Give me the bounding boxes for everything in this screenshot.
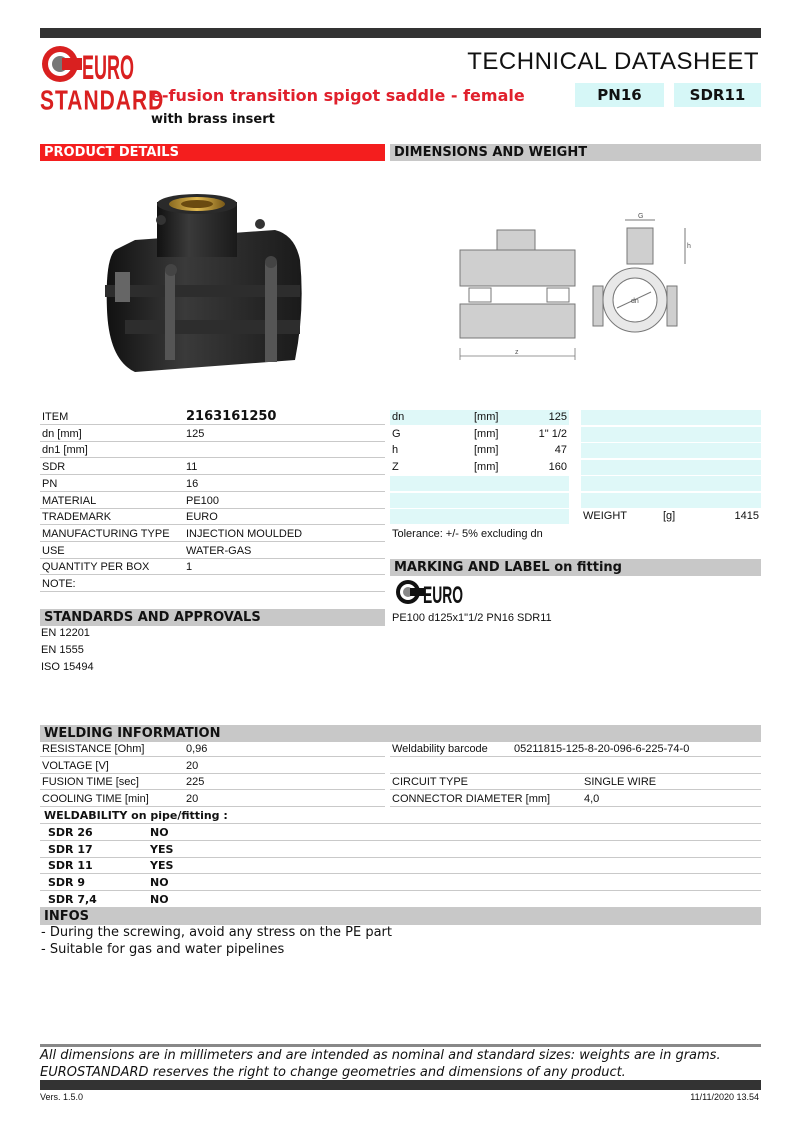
label-g: G xyxy=(638,213,644,220)
sdr-result: NO xyxy=(150,892,169,906)
detail-row xyxy=(40,526,385,542)
detail-label: TRADEMARK xyxy=(42,511,112,524)
detail-row xyxy=(40,409,385,425)
dimension-name: Z xyxy=(392,460,399,473)
weldability-heading: WELDABILITY on pipe/fitting : xyxy=(40,808,761,824)
detail-label: ITEM xyxy=(42,411,69,423)
welding-label: COOLING TIME [min] xyxy=(42,793,149,806)
sdr-row xyxy=(40,841,761,858)
detail-label: MANUFACTURING TYPE xyxy=(42,527,170,540)
welding-value: 225 xyxy=(186,776,205,789)
welding-label: RESISTANCE [Ohm] xyxy=(42,743,145,755)
welding-right-row xyxy=(390,741,761,757)
weight-value: 1415 xyxy=(734,510,759,522)
dimension-row xyxy=(390,476,569,491)
detail-row xyxy=(40,543,385,559)
marking-text: PE100 d125x1"1/2 PN16 SDR11 xyxy=(392,612,552,624)
sdr-label: SDR 9 xyxy=(48,876,86,890)
sdr-label: SDR 26 xyxy=(48,826,93,839)
label-z: z xyxy=(515,349,519,356)
detail-label: SDR xyxy=(42,461,66,474)
dimension-value: 160 xyxy=(548,460,567,473)
sdr-label: SDR 17 xyxy=(48,842,93,856)
standard-item: EN 12201 xyxy=(41,627,90,639)
marking-logo-text: EURO xyxy=(423,582,463,609)
detail-row xyxy=(40,493,385,509)
bottom-bar xyxy=(40,1080,761,1090)
weight-row xyxy=(581,509,761,524)
section-standards: STANDARDS AND APPROVALS xyxy=(40,609,385,626)
version: Vers. 1.5.0 xyxy=(40,1092,84,1102)
dimension-unit: [mm] xyxy=(474,427,499,440)
detail-label: MATERIAL xyxy=(42,494,97,507)
weight-label: WEIGHT xyxy=(583,510,627,522)
welding-right-row xyxy=(390,774,761,790)
dimension-value: 1" 1/2 xyxy=(538,427,567,440)
sdr-row xyxy=(40,891,761,908)
detail-row xyxy=(40,426,385,442)
section-dimensions: DIMENSIONS AND WEIGHT xyxy=(390,144,761,161)
detail-row xyxy=(40,576,385,592)
dimension-name: dn xyxy=(392,411,405,423)
welding-value: 20 xyxy=(186,759,199,772)
disclaimer-line-1: All dimensions are in millimeters and are intended as nominal and standard sizes: weights are in grams. xyxy=(40,1048,721,1063)
section-product-details: PRODUCT DETAILS xyxy=(40,144,385,161)
detail-value: EURO xyxy=(186,511,218,524)
sdr-label: SDR 11 xyxy=(48,859,93,873)
welding-row xyxy=(40,741,385,757)
detail-value: 125 xyxy=(186,427,205,440)
dimension-value: 125 xyxy=(548,411,567,423)
sdr-row xyxy=(40,824,761,841)
section-infos: INFOS xyxy=(40,908,761,925)
detail-value: 11 xyxy=(186,461,198,474)
detail-label: PN xyxy=(42,477,58,490)
weight-row xyxy=(581,443,761,458)
welding-label: FUSION TIME [sec] xyxy=(42,776,139,789)
sdr-result: NO xyxy=(150,826,169,839)
product-image xyxy=(95,190,305,380)
euro-logo xyxy=(40,44,136,87)
detail-value: INJECTION MOULDED xyxy=(186,527,303,540)
dimension-unit: [mm] xyxy=(474,411,499,423)
dimension-row xyxy=(390,410,569,425)
label-dn: dn xyxy=(631,298,639,305)
weight-unit: [g] xyxy=(663,510,676,522)
label-h: h xyxy=(687,243,691,250)
weight-row xyxy=(581,476,761,491)
welding-right-label: Weldability barcode xyxy=(392,743,488,755)
welding-row xyxy=(40,758,385,774)
product-subtitle: with brass insert xyxy=(151,112,275,127)
product-title: e-fusion transition spigot saddle - female xyxy=(151,86,525,105)
disclaimer xyxy=(40,1047,721,1081)
brand-standard: STANDARD xyxy=(40,86,165,116)
detail-value: 16 xyxy=(186,477,199,490)
dimension-drawing xyxy=(455,208,695,368)
sdr-result: YES xyxy=(150,842,174,856)
sdr-row xyxy=(40,857,761,874)
detail-label: dn1 [mm] xyxy=(42,444,88,457)
welding-right-label: CIRCUIT TYPE xyxy=(392,776,468,789)
detail-row xyxy=(40,509,385,525)
sdr-result: YES xyxy=(150,859,174,873)
weight-row xyxy=(581,460,761,475)
welding-right-value: SINGLE WIRE xyxy=(584,776,657,789)
logo-text: EURO xyxy=(82,49,134,87)
standard-item: ISO 15494 xyxy=(41,661,94,673)
welding-row xyxy=(40,791,385,807)
detail-value: WATER-GAS xyxy=(186,544,252,557)
welding-value: 0,96 xyxy=(186,743,208,755)
sdr-row xyxy=(40,874,761,891)
badge-pn: PN16 xyxy=(575,83,664,107)
weight-row xyxy=(581,493,761,508)
detail-row xyxy=(40,559,385,575)
welding-right-value: 05211815-125-8-20-096-6-225-74-0 xyxy=(514,743,690,755)
info-item: - During the screwing, avoid any stress on the PE part xyxy=(41,925,392,940)
detail-label: QUANTITY PER BOX xyxy=(42,561,150,574)
weight-row xyxy=(581,427,761,442)
top-bar xyxy=(40,28,761,38)
welding-right-row xyxy=(390,758,761,774)
sdr-result: NO xyxy=(150,876,169,890)
detail-value: 2163161250 xyxy=(186,409,277,424)
print-date: 11/11/2020 13.54 xyxy=(690,1092,759,1102)
badge-sdr: SDR11 xyxy=(674,83,761,107)
section-marking: MARKING AND LABEL on fitting xyxy=(390,559,761,576)
welding-row xyxy=(40,774,385,790)
info-item: - Suitable for gas and water pipelines xyxy=(41,942,285,957)
sdr-label: SDR 7,4 xyxy=(48,892,97,906)
detail-row xyxy=(40,442,385,458)
dimension-row xyxy=(390,443,569,458)
dimension-value: 47 xyxy=(554,444,567,456)
detail-value: PE100 xyxy=(186,494,220,507)
welding-right-value: 4,0 xyxy=(584,793,600,806)
marking-logo xyxy=(394,578,466,609)
dimension-name: G xyxy=(392,427,401,440)
document-title: TECHNICAL DATASHEET xyxy=(467,48,759,75)
dimension-row xyxy=(390,427,569,442)
disclaimer-line-2: EUROSTANDARD reserves the right to change geometries and dimensions of any product. xyxy=(40,1065,626,1080)
detail-label: USE xyxy=(42,544,65,557)
detail-label: NOTE: xyxy=(42,578,76,590)
welding-right-row xyxy=(390,791,761,807)
section-welding: WELDING INFORMATION xyxy=(40,725,761,742)
dimension-row xyxy=(390,460,569,475)
detail-row xyxy=(40,459,385,475)
tolerance-note: Tolerance: +/- 5% excluding dn xyxy=(392,528,543,540)
dimension-row xyxy=(390,493,569,508)
weight-row xyxy=(581,410,761,425)
standard-item: EN 1555 xyxy=(41,644,84,656)
dimension-name: h xyxy=(392,444,399,456)
detail-label: dn [mm] xyxy=(42,427,82,440)
welding-right-label: CONNECTOR DIAMETER [mm] xyxy=(392,793,551,806)
detail-row xyxy=(40,476,385,492)
detail-value: 1 xyxy=(186,561,193,574)
dimension-unit: [mm] xyxy=(474,460,499,473)
dimension-row xyxy=(390,509,569,524)
welding-label: VOLTAGE [V] xyxy=(42,759,109,772)
welding-value: 20 xyxy=(186,793,199,806)
dimension-unit: [mm] xyxy=(474,444,499,456)
